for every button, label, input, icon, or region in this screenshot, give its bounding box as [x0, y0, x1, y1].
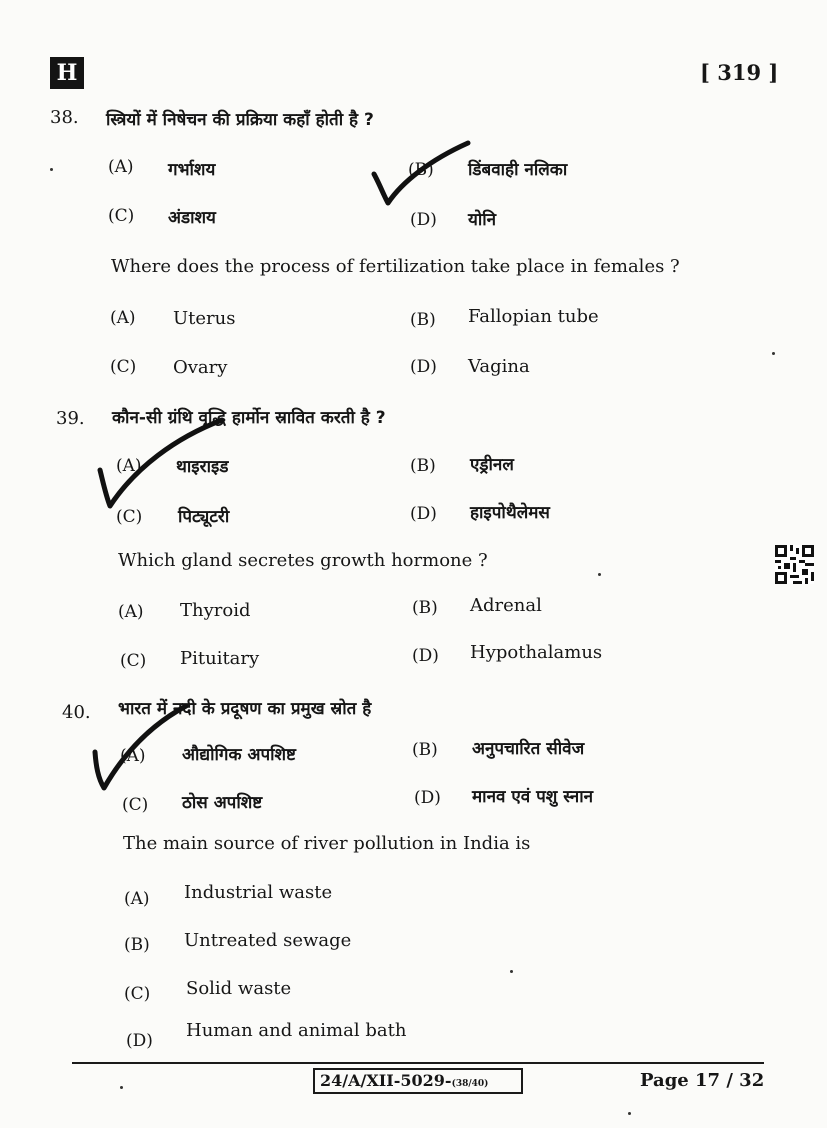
option-text-english: Untreated sewage — [184, 930, 352, 951]
option-text-hindi: औद्योगिक अपशिष्ट — [182, 745, 296, 765]
option-label: (B) — [410, 310, 436, 330]
page-code: [ 319 ] — [700, 60, 779, 85]
option-label: (D) — [412, 646, 439, 666]
scan-speck — [510, 970, 513, 973]
question-text-hindi: भारत में नदी के प्रदूषण का प्रमुख स्रोत है — [118, 699, 372, 719]
option-text-english: Adrenal — [470, 595, 542, 616]
option-text-english: Fallopian tube — [468, 306, 599, 327]
scan-speck — [50, 168, 53, 171]
option-label: (C) — [116, 507, 143, 527]
scan-speck — [628, 1112, 631, 1115]
option-label: (A) — [108, 157, 134, 177]
option-label: (D) — [410, 504, 437, 524]
scan-speck — [598, 573, 601, 576]
option-text-english: Ovary — [173, 357, 228, 378]
paper-code-suffix: (38/40) — [451, 1079, 489, 1089]
series-badge: H — [50, 57, 84, 89]
check-mark-icon — [100, 420, 222, 506]
option-text-hindi: हाइपोथैलेमस — [470, 503, 550, 523]
question-text-english: The main source of river pollution in India is — [123, 833, 531, 854]
option-text-hindi: डिंबवाही नलिका — [468, 160, 568, 180]
question-text-hindi: स्त्रियों में निषेचन की प्रक्रिया कहाँ होती है ? — [106, 110, 374, 130]
option-text-hindi: गर्भाशय — [168, 160, 216, 180]
question-number: 39. — [56, 408, 85, 429]
option-label: (C) — [124, 984, 151, 1004]
option-label: (C) — [122, 795, 149, 815]
paper-code-main: 24/A/XII-5029- — [320, 1071, 452, 1090]
question-number: 38. — [50, 107, 79, 128]
option-label: (B) — [124, 935, 150, 955]
check-mark-icon — [95, 706, 186, 788]
option-text-english: Industrial waste — [184, 882, 333, 903]
option-label: (B) — [410, 456, 436, 476]
option-text-hindi: थाइराइड — [176, 457, 229, 477]
option-label: (C) — [108, 206, 135, 226]
scan-speck — [120, 1086, 123, 1089]
option-label: (A) — [116, 456, 142, 476]
option-text-hindi: अंडाशय — [168, 208, 216, 228]
option-text-english: Pituitary — [180, 648, 260, 669]
option-text-hindi: योनि — [468, 210, 497, 230]
option-label: (A) — [124, 889, 150, 909]
option-label: (B) — [408, 160, 434, 180]
question-text-hindi: कौन-सी ग्रंथि वृद्धि हार्मोन स्रावित करती है ? — [112, 408, 386, 428]
option-text-english: Solid waste — [186, 978, 292, 999]
option-label: (B) — [412, 598, 438, 618]
option-label: (D) — [410, 210, 437, 230]
option-label: (D) — [126, 1031, 153, 1051]
question-text-english: Where does the process of fertilization take place in females ? — [111, 256, 680, 277]
page-number: Page 17 / 32 — [640, 1070, 765, 1091]
option-text-hindi: ठोस अपशिष्ट — [182, 793, 263, 813]
question-number: 40. — [62, 702, 91, 723]
option-label: (D) — [414, 788, 441, 808]
option-label: (B) — [412, 740, 438, 760]
option-text-hindi: अनुपचारित सीवेज — [472, 739, 585, 759]
check-mark-icon — [374, 143, 468, 203]
option-text-hindi: मानव एवं पशु स्नान — [472, 787, 594, 807]
option-label: (C) — [110, 357, 137, 377]
option-text-english: Vagina — [468, 356, 530, 377]
option-text-hindi: पिट्यूटरी — [178, 507, 230, 527]
option-label: (D) — [410, 357, 437, 377]
question-text-english: Which gland secretes growth hormone ? — [118, 550, 488, 571]
scan-speck — [772, 352, 775, 355]
option-text-english: Thyroid — [180, 600, 251, 621]
option-label: (A) — [110, 308, 136, 328]
option-label: (A) — [118, 602, 144, 622]
option-text-english: Uterus — [173, 308, 236, 329]
option-label: (A) — [120, 746, 146, 766]
option-text-english: Hypothalamus — [470, 642, 603, 663]
option-label: (C) — [120, 651, 147, 671]
option-text-hindi: एड्रीनल — [470, 455, 514, 475]
option-text-english: Human and animal bath — [186, 1020, 407, 1041]
